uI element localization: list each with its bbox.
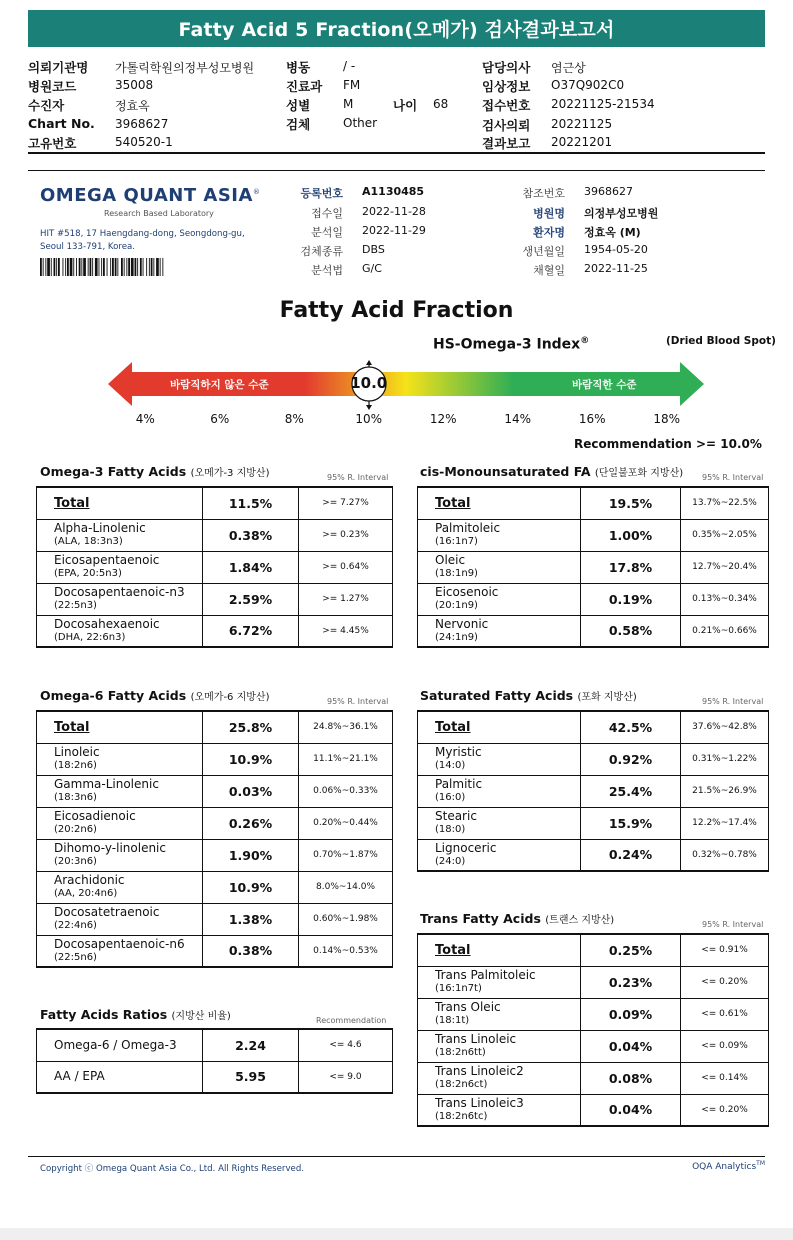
header-divider <box>28 152 765 154</box>
lab-value: A1130485 <box>362 185 425 198</box>
scale-tick-label: 16% <box>578 412 606 426</box>
reference-range: <= 0.09% <box>681 1030 769 1062</box>
fatty-acid-label: Gamma-Linolenic <box>54 777 159 791</box>
table-row <box>37 551 393 583</box>
table-row <box>418 519 769 551</box>
fatty-acid-notation: (18:0) <box>435 824 466 835</box>
fatty-acid-value: 19.5% <box>581 487 681 519</box>
fatty-acid-label: Docosapentaenoic-n3 <box>54 585 185 599</box>
lab-label: 분석법 <box>311 264 343 277</box>
fatty-acid-notation: (18:2n6tc) <box>435 1110 488 1122</box>
ratios-table <box>36 1028 393 1094</box>
fatty-acid-value: 17.8% <box>581 551 681 583</box>
header-label: 임상정보 <box>482 79 531 94</box>
fatty-acid-label: Arachidonic <box>54 873 125 887</box>
fatty-acid-value: 0.03% <box>203 775 299 807</box>
lab-value: G/C <box>362 262 382 275</box>
reference-range: 0.32%~0.78% <box>681 839 769 871</box>
reference-range: 0.06%~0.33% <box>299 775 393 807</box>
fatty-acid-value: 0.09% <box>581 998 681 1030</box>
fatty-acid-name <box>418 1094 581 1126</box>
table-row <box>418 487 769 519</box>
header-value: FM <box>343 78 361 92</box>
reference-range: 0.20%~0.44% <box>299 807 393 839</box>
cis-mono-title: cis-Monounsaturated FA (단일불포화 지방산) <box>420 464 684 479</box>
header-label: 병원코드 <box>28 79 77 94</box>
header-value: 20221201 <box>551 135 613 149</box>
fatty-acid-name <box>37 807 203 839</box>
header-value: M <box>343 97 354 111</box>
reference-range: >= 1.27% <box>299 583 393 615</box>
omega6-table <box>36 710 393 968</box>
table-row <box>418 1030 769 1062</box>
fatty-acid-label: Palmitoleic <box>435 521 501 535</box>
reference-range: 0.35%~2.05% <box>681 519 769 551</box>
header-label: 결과보고 <box>482 136 531 151</box>
fatty-acid-notation: (18:1t) <box>435 1015 470 1026</box>
lab-address-line1: HIT #518, 17 Haengdang-dong, Seongdong-gu, <box>40 229 245 239</box>
omega3-index-scale <box>108 360 704 408</box>
fatty-acid-value: 0.26% <box>203 807 299 839</box>
recommendation-label: Recommendation <box>574 437 692 451</box>
fatty-acid-notation: (18:1n9) <box>435 568 478 579</box>
fatty-acid-value: 2.24 <box>203 1029 299 1061</box>
table-row <box>37 775 393 807</box>
fatty-acid-name <box>37 615 203 647</box>
fatty-acid-name <box>37 839 203 871</box>
fatty-acid-value: 0.19% <box>581 583 681 615</box>
fatty-acid-notation: (22:5n6) <box>54 951 97 963</box>
fatty-acid-name <box>418 839 581 871</box>
lab-label: 등록번호 <box>300 187 343 200</box>
scale-tick-label: 6% <box>210 412 230 426</box>
fatty-acid-label: Eicosadienoic <box>54 809 136 823</box>
reference-range: <= 0.61% <box>681 998 769 1030</box>
fatty-acid-label: Docosapentaenoic-n6 <box>54 936 185 951</box>
fatty-acid-notation: (20:2n6) <box>54 824 97 835</box>
reference-range: <= 9.0 <box>299 1061 393 1093</box>
fatty-acid-name <box>418 711 581 743</box>
lab-logo: OMEGA QUANT ASIA® <box>40 185 261 206</box>
ratios-title: Fatty Acids Ratios (지방산 비율) <box>40 1007 231 1022</box>
fatty-acid-notation: (AA, 20:4n6) <box>54 888 118 899</box>
omega3-title: Omega-3 Fatty Acids (오메가-3 지방산) <box>40 464 270 479</box>
fatty-acid-name <box>37 775 203 807</box>
fatty-acid-name <box>37 551 203 583</box>
fatty-acid-value: 1.84% <box>203 551 299 583</box>
fatty-acid-notation: (DHA, 22:6n3) <box>54 631 126 643</box>
fatty-acid-value: 10.9% <box>203 871 299 903</box>
header-value: 염근상 <box>551 61 586 75</box>
fatty-acid-notation: (EPA, 20:5n3) <box>54 568 122 579</box>
fatty-acid-label: Trans Palmitoleic <box>435 968 536 982</box>
table-row <box>37 615 393 647</box>
lab-value: 2022-11-29 <box>362 224 426 237</box>
fatty-acid-label: Palmitic <box>435 777 483 791</box>
scale-tick-label: 12% <box>429 412 457 426</box>
fatty-acid-value: 0.04% <box>581 1094 681 1126</box>
lab-label: 분석일 <box>311 226 343 239</box>
fatty-acid-name <box>418 775 581 807</box>
fatty-acid-notation: (22:4n6) <box>54 920 97 931</box>
fatty-acid-name <box>418 551 581 583</box>
reference-range: >= 4.45% <box>299 615 393 647</box>
omega6-interval-label: 95% R. Interval <box>327 697 389 706</box>
scale-tick-label: 14% <box>504 412 532 426</box>
fatty-acid-label: Docosatetraenoic <box>54 905 160 919</box>
fatty-acid-notation: (24:1n9) <box>435 631 478 643</box>
lab-label: 병원명 <box>533 207 565 220</box>
reference-range: 13.7%~22.5% <box>681 487 769 519</box>
fatty-acid-name <box>418 966 581 998</box>
header-label: 나이 <box>393 98 418 113</box>
table-row <box>37 807 393 839</box>
header-value: 3968627 <box>115 117 169 131</box>
omega6-title: Omega-6 Fatty Acids (오메가-6 지방산) <box>40 688 270 703</box>
lab-label: 환자명 <box>533 226 565 239</box>
fatty-acid-value: 10.9% <box>203 743 299 775</box>
header-label: 접수번호 <box>482 98 531 113</box>
table-row <box>418 615 769 647</box>
lab-value: 2022-11-28 <box>362 205 426 218</box>
fatty-acid-notation: (16:1n7t) <box>435 983 482 994</box>
fatty-acid-value: 1.00% <box>581 519 681 551</box>
header-label: 병동 <box>286 60 311 75</box>
reference-range: 37.6%~42.8% <box>681 711 769 743</box>
fatty-acid-notation: (20:1n9) <box>435 600 478 611</box>
table-row <box>418 583 769 615</box>
index-title: HS-Omega-3 Index® <box>433 336 590 353</box>
fatty-acid-notation: (20:3n6) <box>54 856 97 867</box>
fatty-acid-label: Omega-6 / Omega-3 <box>54 1037 177 1052</box>
reference-range: 12.2%~17.4% <box>681 807 769 839</box>
fatty-acid-label: Trans Oleic <box>435 1000 501 1014</box>
fatty-acid-label: Docosahexaenoic <box>54 616 160 631</box>
footer-divider <box>28 1156 765 1157</box>
table-row <box>418 1062 769 1094</box>
fatty-acid-name <box>418 583 581 615</box>
fatty-acid-label: Eicosapentaenoic <box>54 553 160 567</box>
fatty-acid-value: 6.72% <box>203 615 299 647</box>
fatty-acid-name <box>37 743 203 775</box>
reference-range: 0.21%~0.66% <box>681 615 769 647</box>
fatty-acid-name <box>418 807 581 839</box>
fatty-acid-label: Total <box>435 719 471 735</box>
scale-tick-label: 4% <box>135 412 155 426</box>
lab-value: 의정부성모병원 <box>584 207 659 220</box>
fatty-acid-value: 0.04% <box>581 1030 681 1062</box>
sample-type-note: (Dried Blood Spot) <box>666 335 776 347</box>
fatty-acid-value: 25.8% <box>203 711 299 743</box>
fatty-acid-value: 0.08% <box>581 1062 681 1094</box>
header-value: 정효옥 <box>115 99 150 113</box>
table-row <box>37 487 393 519</box>
fatty-acid-notation: (18:2n6ct) <box>435 1079 488 1090</box>
page-bottom-strip <box>0 1228 793 1240</box>
lab-label: 검체종류 <box>300 245 343 258</box>
fatty-acid-label: Stearic <box>435 809 477 823</box>
fatty-acid-label: Total <box>435 495 471 511</box>
fatty-acid-notation: (16:0) <box>435 792 466 803</box>
fatty-acid-value: 15.9% <box>581 807 681 839</box>
fatty-acid-notation: (ALA, 18:3n3) <box>54 536 123 547</box>
fatty-acid-value: 1.38% <box>203 903 299 935</box>
table-row <box>37 871 393 903</box>
table-row <box>418 551 769 583</box>
table-row <box>37 1029 393 1061</box>
fatty-acid-name <box>37 487 203 519</box>
fatty-acid-label: Linoleic <box>54 745 100 759</box>
fatty-acid-name <box>37 903 203 935</box>
fatty-acid-value: 5.95 <box>203 1061 299 1093</box>
reference-range: 21.5%~26.9% <box>681 775 769 807</box>
fatty-acid-name <box>418 615 581 647</box>
fatty-acid-value: 0.92% <box>581 743 681 775</box>
fatty-acid-name <box>37 519 203 551</box>
fatty-acid-notation: (18:2n6) <box>54 760 97 771</box>
fatty-acid-value: 1.90% <box>203 839 299 871</box>
fatty-acid-label: Trans Linoleic3 <box>435 1095 524 1110</box>
scale-good-label: 바람직한 수준 <box>572 379 637 391</box>
saturated-title: Saturated Fatty Acids (포화 지방산) <box>420 688 637 703</box>
header-label: Chart No. <box>28 116 95 131</box>
header-label: 담당의사 <box>482 60 531 75</box>
fatty-acid-name <box>418 1062 581 1094</box>
reference-range: >= 7.27% <box>299 487 393 519</box>
reference-range: 0.13%~0.34% <box>681 583 769 615</box>
header-value: 20221125 <box>551 117 613 131</box>
fraction-title: Fatty Acid Fraction <box>279 298 514 323</box>
lab-value: 정효옥 (M) <box>584 226 641 239</box>
reference-range: 12.7%~20.4% <box>681 551 769 583</box>
lab-address-line2: Seoul 133-791, Korea. <box>40 242 136 252</box>
table-row <box>37 519 393 551</box>
fatty-acid-value: 0.58% <box>581 615 681 647</box>
fatty-acid-label: Trans Linoleic <box>435 1032 517 1046</box>
table-row <box>418 775 769 807</box>
fatty-acid-value: 42.5% <box>581 711 681 743</box>
header-value: / - <box>343 59 356 73</box>
fatty-acid-notation: (16:1n7) <box>435 536 478 547</box>
report-title: Fatty Acid 5 Fraction(오메가) 검사결과보고서 <box>28 10 765 47</box>
table-row <box>418 807 769 839</box>
index-value: 10.0 <box>350 374 388 392</box>
scale-tick-label: 10% <box>355 412 383 426</box>
table-row <box>418 1094 769 1126</box>
table-row <box>418 839 769 871</box>
table-row <box>37 743 393 775</box>
lab-label: 채혈일 <box>533 264 565 277</box>
fatty-acid-name <box>37 1029 203 1061</box>
lab-logo-subtitle: Research Based Laboratory <box>104 209 214 218</box>
ratios-recommendation-label: Recommendation <box>316 1016 387 1025</box>
trans-table <box>417 933 769 1127</box>
reference-range: 0.14%~0.53% <box>299 935 393 967</box>
fatty-acid-notation: (18:3n6) <box>54 792 97 803</box>
reference-range: 8.0%~14.0% <box>299 871 393 903</box>
fatty-acid-notation: (22:5n3) <box>54 600 97 611</box>
cis-mono-table <box>417 486 769 648</box>
header-label: 성별 <box>286 98 311 113</box>
fatty-acid-value: 0.38% <box>203 519 299 551</box>
fatty-acid-label: Eicosenoic <box>435 585 499 599</box>
omega3-interval-label: 95% R. Interval <box>327 473 389 482</box>
header-value: Other <box>343 116 378 130</box>
fatty-acid-name <box>418 519 581 551</box>
cis-mono-interval-label: 95% R. Interval <box>702 473 764 482</box>
header-value: 35008 <box>115 78 154 92</box>
fatty-acid-name <box>418 487 581 519</box>
lab-label: 접수일 <box>311 207 343 220</box>
header-label: 의뢰기관명 <box>28 60 89 75</box>
fatty-acid-name <box>418 998 581 1030</box>
fatty-acid-notation: (18:2n6tt) <box>435 1047 486 1058</box>
omega3-table <box>36 486 393 648</box>
fatty-acid-name <box>418 743 581 775</box>
fatty-acid-label: Oleic <box>435 553 466 567</box>
lab-label: 참조번호 <box>522 187 565 200</box>
lab-value: DBS <box>362 243 385 256</box>
lab-value: 3968627 <box>584 185 633 198</box>
reference-range: >= 0.64% <box>299 551 393 583</box>
fatty-acid-name <box>37 583 203 615</box>
fatty-acid-name <box>418 1030 581 1062</box>
fatty-acid-value: 0.24% <box>581 839 681 871</box>
table-row <box>37 935 393 967</box>
reference-range: <= 0.14% <box>681 1062 769 1094</box>
fatty-acid-value: 11.5% <box>203 487 299 519</box>
table-row <box>418 934 769 966</box>
fatty-acid-label: Dihomo-y-linolenic <box>54 841 166 855</box>
fatty-acid-value: 0.38% <box>203 935 299 967</box>
fatty-acid-label: Nervonic <box>435 616 489 631</box>
table-row <box>418 966 769 998</box>
table-row <box>37 903 393 935</box>
fatty-acid-value: 2.59% <box>203 583 299 615</box>
header-label: 검사의뢰 <box>482 118 531 133</box>
fatty-acid-value: 0.25% <box>581 934 681 966</box>
footer-analytics: OQA Analytics™ <box>692 1160 765 1172</box>
reference-range: <= 0.20% <box>681 966 769 998</box>
fatty-acid-name <box>418 934 581 966</box>
reference-range: <= 4.6 <box>299 1029 393 1061</box>
fatty-acid-name <box>37 711 203 743</box>
fatty-acid-label: Total <box>54 719 90 735</box>
reference-range: 11.1%~21.1% <box>299 743 393 775</box>
reference-range: <= 0.91% <box>681 934 769 966</box>
fatty-acid-label: Trans Linoleic2 <box>435 1064 524 1078</box>
table-row <box>418 998 769 1030</box>
fatty-acid-label: Total <box>54 495 90 511</box>
header-value: 가톨릭학원의정부성모병원 <box>115 61 255 75</box>
header-label: 검체 <box>286 117 311 132</box>
table-row <box>37 583 393 615</box>
lab-value: 2022-11-25 <box>584 262 648 275</box>
fatty-acid-label: Total <box>435 942 471 958</box>
reference-range: <= 0.20% <box>681 1094 769 1126</box>
lab-divider <box>28 170 765 171</box>
barcode <box>40 258 203 276</box>
fatty-acid-label: Alpha-Linolenic <box>54 521 146 535</box>
fatty-acid-notation: (14:0) <box>435 760 466 771</box>
scale-tick-label: 8% <box>284 412 304 426</box>
fatty-acid-label: Myristic <box>435 745 482 759</box>
header-value: O37Q902C0 <box>551 78 625 92</box>
reference-range: 0.31%~1.22% <box>681 743 769 775</box>
reference-range: 0.70%~1.87% <box>299 839 393 871</box>
table-row <box>418 743 769 775</box>
header-value: 20221125-21534 <box>551 97 655 111</box>
lab-label: 생년월일 <box>522 245 565 258</box>
fatty-acid-value: 0.23% <box>581 966 681 998</box>
fatty-acid-name <box>37 935 203 967</box>
lab-value: 1954-05-20 <box>584 243 648 256</box>
header-value: 540520-1 <box>115 135 173 149</box>
reference-range: 0.60%~1.98% <box>299 903 393 935</box>
fatty-acid-value: 25.4% <box>581 775 681 807</box>
saturated-table <box>417 710 769 872</box>
fatty-acid-notation: (24:0) <box>435 855 466 867</box>
reference-range: 24.8%~36.1% <box>299 711 393 743</box>
scale-tick-label: 18% <box>653 412 681 426</box>
table-row <box>37 839 393 871</box>
trans-title: Trans Fatty Acids (트랜스 지방산) <box>420 911 615 926</box>
footer-copyright: Copyright ⓒ Omega Quant Asia Co., Ltd. All Rights Reserved. <box>40 1164 305 1174</box>
saturated-interval-label: 95% R. Interval <box>702 697 764 706</box>
header-label: 수진자 <box>28 98 65 113</box>
fatty-acid-label: AA / EPA <box>54 1069 105 1084</box>
header-value: 68 <box>433 97 449 111</box>
scale-bad-label: 바람직하지 않은 수준 <box>170 379 269 391</box>
fatty-acid-name <box>37 871 203 903</box>
reference-range: >= 0.23% <box>299 519 393 551</box>
fatty-acid-name <box>37 1061 203 1093</box>
table-row <box>418 711 769 743</box>
header-label: 고유번호 <box>28 136 77 151</box>
fatty-acid-label: Lignoceric <box>435 840 497 855</box>
index-value-marker <box>349 360 389 410</box>
header-label: 진료과 <box>286 79 323 94</box>
table-row <box>37 1061 393 1093</box>
table-row <box>37 711 393 743</box>
trans-interval-label: 95% R. Interval <box>702 920 764 929</box>
recommendation-value: >= 10.0% <box>696 437 762 451</box>
